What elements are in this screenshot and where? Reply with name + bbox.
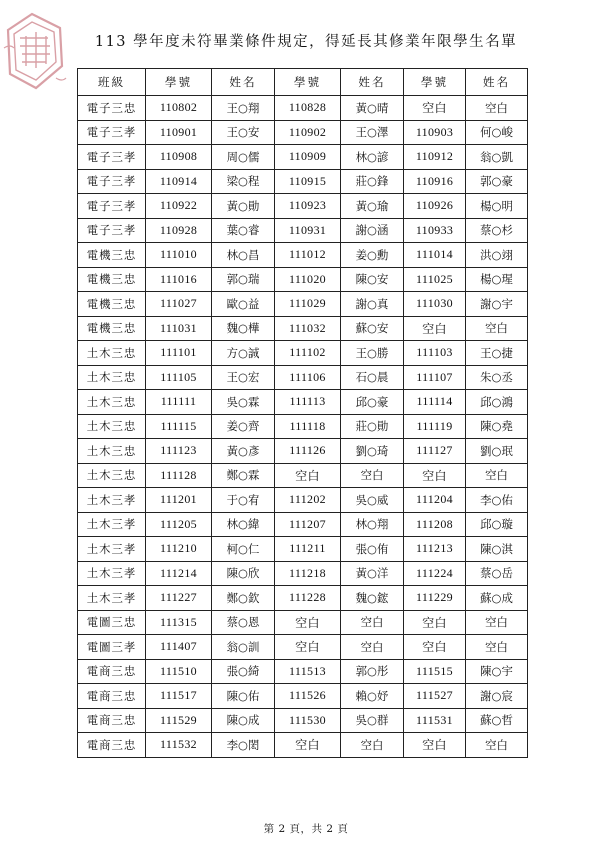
table-row	[78, 733, 528, 758]
class-cell: 土木三孝	[78, 537, 146, 562]
student-id-cell: 110908	[146, 145, 212, 170]
name-cell: 空白	[341, 610, 404, 635]
name-cell: 吳○群	[341, 708, 404, 733]
student-id-cell: 110914	[146, 169, 212, 194]
student-id-cell: 111127	[404, 439, 466, 464]
student-id-cell: 空白	[275, 463, 341, 488]
name-cell: 郭○彤	[341, 659, 404, 684]
name-cell: 謝○真	[341, 292, 404, 317]
student-id-cell: 111107	[404, 365, 466, 390]
name-cell: 陳○佑	[212, 684, 275, 709]
table-row	[78, 316, 528, 341]
student-id-cell: 110922	[146, 194, 212, 219]
table-row	[78, 635, 528, 660]
table-row	[78, 390, 528, 415]
student-id-cell: 111515	[404, 659, 466, 684]
student-id-cell: 111224	[404, 561, 466, 586]
header-student-id-3: 學號	[404, 69, 466, 96]
student-id-cell: 111407	[146, 635, 212, 660]
name-cell: 姜○勳	[341, 243, 404, 268]
class-cell: 電子三孝	[78, 145, 146, 170]
name-cell: 石○晨	[341, 365, 404, 390]
student-id-cell: 111113	[275, 390, 341, 415]
name-cell: 朱○丞	[466, 365, 528, 390]
name-cell: 蘇○成	[466, 586, 528, 611]
name-cell: 謝○宸	[466, 684, 528, 709]
table-row	[78, 659, 528, 684]
name-cell: 梁○程	[212, 169, 275, 194]
table-row	[78, 512, 528, 537]
student-id-cell: 111114	[404, 390, 466, 415]
name-cell: 賴○妤	[341, 684, 404, 709]
table-row	[78, 463, 528, 488]
name-cell: 王○安	[212, 120, 275, 145]
student-id-cell: 111014	[404, 243, 466, 268]
student-id-cell: 110916	[404, 169, 466, 194]
student-id-cell: 111118	[275, 414, 341, 439]
student-id-cell: 空白	[275, 733, 341, 758]
student-id-cell: 111207	[275, 512, 341, 537]
student-id-cell: 111027	[146, 292, 212, 317]
class-cell: 電子三忠	[78, 96, 146, 121]
name-cell: 陳○安	[341, 267, 404, 292]
class-cell: 電機三忠	[78, 316, 146, 341]
table-row	[78, 341, 528, 366]
student-id-cell: 110901	[146, 120, 212, 145]
name-cell: 洪○翊	[466, 243, 528, 268]
student-id-cell: 111201	[146, 488, 212, 513]
header-student-id-1: 學號	[146, 69, 212, 96]
student-id-cell: 111513	[275, 659, 341, 684]
name-cell: 黃○彥	[212, 439, 275, 464]
name-cell: 吳○威	[341, 488, 404, 513]
class-cell: 電圖三孝	[78, 635, 146, 660]
table-row	[78, 586, 528, 611]
name-cell: 于○宥	[212, 488, 275, 513]
student-id-cell: 111315	[146, 610, 212, 635]
student-id-cell: 111510	[146, 659, 212, 684]
name-cell: 空白	[341, 463, 404, 488]
student-id-cell: 111128	[146, 463, 212, 488]
student-id-cell: 111205	[146, 512, 212, 537]
student-id-cell: 111106	[275, 365, 341, 390]
name-cell: 張○侑	[341, 537, 404, 562]
class-cell: 電子三孝	[78, 120, 146, 145]
student-id-cell: 111115	[146, 414, 212, 439]
name-cell: 鄭○霖	[212, 463, 275, 488]
table-row	[78, 610, 528, 635]
name-cell: 黃○晴	[341, 96, 404, 121]
name-cell: 蘇○哲	[466, 708, 528, 733]
student-id-cell: 111126	[275, 439, 341, 464]
table-row	[78, 120, 528, 145]
table-row	[78, 194, 528, 219]
student-id-cell: 111025	[404, 267, 466, 292]
student-id-cell: 111102	[275, 341, 341, 366]
name-cell: 歐○益	[212, 292, 275, 317]
table-row	[78, 145, 528, 170]
student-id-cell: 空白	[404, 463, 466, 488]
class-cell: 土木三忠	[78, 365, 146, 390]
name-cell: 空白	[466, 733, 528, 758]
name-cell: 郭○瑞	[212, 267, 275, 292]
name-cell: 黃○洋	[341, 561, 404, 586]
document-title: 113 學年度未符畢業條件規定，得延長其修業年限學生名單	[94, 34, 518, 50]
student-id-cell: 空白	[404, 733, 466, 758]
name-cell: 林○昌	[212, 243, 275, 268]
student-id-cell: 空白	[404, 635, 466, 660]
class-cell: 電商三忠	[78, 733, 146, 758]
student-id-cell: 111030	[404, 292, 466, 317]
name-cell: 郭○豪	[466, 169, 528, 194]
name-cell: 張○綺	[212, 659, 275, 684]
student-id-cell: 111531	[404, 708, 466, 733]
name-cell: 姜○齊	[212, 414, 275, 439]
class-cell: 土木三孝	[78, 561, 146, 586]
official-seal-stamp	[2, 8, 68, 94]
student-id-cell: 111208	[404, 512, 466, 537]
student-id-cell: 111530	[275, 708, 341, 733]
name-cell: 王○勝	[341, 341, 404, 366]
name-cell: 劉○琦	[341, 439, 404, 464]
name-cell: 吳○霖	[212, 390, 275, 415]
student-id-cell: 110802	[146, 96, 212, 121]
student-id-cell: 111032	[275, 316, 341, 341]
name-cell: 謝○宇	[466, 292, 528, 317]
table-row	[78, 218, 528, 243]
table-row	[78, 267, 528, 292]
student-id-cell: 111227	[146, 586, 212, 611]
student-id-cell: 111517	[146, 684, 212, 709]
name-cell: 黃○瑜	[341, 194, 404, 219]
name-cell: 林○諺	[341, 145, 404, 170]
header-name-1: 姓名	[212, 69, 275, 96]
header-student-id-2: 學號	[275, 69, 341, 96]
class-cell: 土木三忠	[78, 341, 146, 366]
student-id-cell: 110933	[404, 218, 466, 243]
student-id-cell: 111012	[275, 243, 341, 268]
name-cell: 蔡○杉	[466, 218, 528, 243]
name-cell: 蔡○恩	[212, 610, 275, 635]
student-id-cell: 110902	[275, 120, 341, 145]
name-cell: 空白	[341, 635, 404, 660]
name-cell: 何○峻	[466, 120, 528, 145]
student-id-cell: 111101	[146, 341, 212, 366]
student-id-cell: 111111	[146, 390, 212, 415]
student-id-cell: 111218	[275, 561, 341, 586]
student-id-cell: 111213	[404, 537, 466, 562]
student-id-cell: 111105	[146, 365, 212, 390]
name-cell: 蔡○岳	[466, 561, 528, 586]
table-row	[78, 537, 528, 562]
name-cell: 空白	[466, 463, 528, 488]
name-cell: 陳○宇	[466, 659, 528, 684]
name-cell: 王○捷	[466, 341, 528, 366]
name-cell: 謝○涵	[341, 218, 404, 243]
name-cell: 魏○鋐	[341, 586, 404, 611]
name-cell: 葉○睿	[212, 218, 275, 243]
student-id-cell: 111119	[404, 414, 466, 439]
name-cell: 周○儒	[212, 145, 275, 170]
class-cell: 電機三忠	[78, 267, 146, 292]
student-id-cell: 空白	[404, 316, 466, 341]
student-id-cell: 111527	[404, 684, 466, 709]
student-id-cell: 空白	[404, 96, 466, 121]
class-cell: 土木三孝	[78, 512, 146, 537]
class-cell: 土木三孝	[78, 488, 146, 513]
table-row	[78, 708, 528, 733]
table-row	[78, 488, 528, 513]
class-cell: 電子三孝	[78, 218, 146, 243]
class-cell: 電機三忠	[78, 243, 146, 268]
header-name-2: 姓名	[341, 69, 404, 96]
student-id-cell: 111529	[146, 708, 212, 733]
student-id-cell: 110923	[275, 194, 341, 219]
student-id-cell: 111526	[275, 684, 341, 709]
student-id-cell: 110909	[275, 145, 341, 170]
name-cell: 陳○欣	[212, 561, 275, 586]
class-cell: 土木三忠	[78, 439, 146, 464]
student-id-cell: 111016	[146, 267, 212, 292]
student-id-cell: 111123	[146, 439, 212, 464]
class-cell: 土木三孝	[78, 586, 146, 611]
student-id-cell: 111204	[404, 488, 466, 513]
name-cell: 空白	[341, 733, 404, 758]
student-id-cell: 111202	[275, 488, 341, 513]
name-cell: 鄭○欽	[212, 586, 275, 611]
header-class: 班級	[78, 69, 146, 96]
student-id-cell: 110912	[404, 145, 466, 170]
student-id-cell: 111029	[275, 292, 341, 317]
student-id-cell: 111031	[146, 316, 212, 341]
name-cell: 王○翔	[212, 96, 275, 121]
student-id-cell: 空白	[275, 610, 341, 635]
name-cell: 邱○鴻	[466, 390, 528, 415]
table-row	[78, 439, 528, 464]
table-row	[78, 365, 528, 390]
name-cell: 王○澤	[341, 120, 404, 145]
student-id-cell: 111210	[146, 537, 212, 562]
student-id-cell: 110931	[275, 218, 341, 243]
name-cell: 楊○瑆	[466, 267, 528, 292]
student-id-cell: 111229	[404, 586, 466, 611]
table-row	[78, 414, 528, 439]
student-id-cell: 111532	[146, 733, 212, 758]
class-cell: 土木三忠	[78, 414, 146, 439]
name-cell: 空白	[466, 96, 528, 121]
name-cell: 邱○豪	[341, 390, 404, 415]
name-cell: 陳○淇	[466, 537, 528, 562]
table-row	[78, 169, 528, 194]
table-row	[78, 96, 528, 121]
name-cell: 翁○訓	[212, 635, 275, 660]
name-cell: 黃○勛	[212, 194, 275, 219]
name-cell: 莊○勛	[341, 414, 404, 439]
name-cell: 方○誠	[212, 341, 275, 366]
class-cell: 電商三忠	[78, 659, 146, 684]
table-row	[78, 684, 528, 709]
name-cell: 陳○堯	[466, 414, 528, 439]
class-cell: 電商三忠	[78, 708, 146, 733]
student-id-cell: 111010	[146, 243, 212, 268]
student-roster-table	[77, 68, 528, 758]
page-number: 第 2 頁，共 2 頁	[263, 823, 349, 835]
name-cell: 柯○仁	[212, 537, 275, 562]
name-cell: 空白	[466, 610, 528, 635]
class-cell: 電機三忠	[78, 292, 146, 317]
name-cell: 李○佑	[466, 488, 528, 513]
name-cell: 邱○璇	[466, 512, 528, 537]
name-cell: 魏○樺	[212, 316, 275, 341]
class-cell: 電商三忠	[78, 684, 146, 709]
class-cell: 電圖三忠	[78, 610, 146, 635]
header-name-3: 姓名	[466, 69, 528, 96]
class-cell: 電子三孝	[78, 194, 146, 219]
student-id-cell: 空白	[404, 610, 466, 635]
name-cell: 林○翔	[341, 512, 404, 537]
name-cell: 空白	[466, 316, 528, 341]
student-id-cell: 空白	[275, 635, 341, 660]
student-id-cell: 110926	[404, 194, 466, 219]
class-cell: 土木三忠	[78, 463, 146, 488]
student-id-cell: 111211	[275, 537, 341, 562]
student-id-cell: 111103	[404, 341, 466, 366]
name-cell: 王○宏	[212, 365, 275, 390]
student-id-cell: 111228	[275, 586, 341, 611]
name-cell: 陳○成	[212, 708, 275, 733]
class-cell: 土木三忠	[78, 390, 146, 415]
name-cell: 莊○鋒	[341, 169, 404, 194]
student-id-cell: 111020	[275, 267, 341, 292]
table-row	[78, 292, 528, 317]
name-cell: 李○閎	[212, 733, 275, 758]
name-cell: 劉○珉	[466, 439, 528, 464]
name-cell: 翁○凱	[466, 145, 528, 170]
class-cell: 電子三孝	[78, 169, 146, 194]
student-id-cell: 110903	[404, 120, 466, 145]
table-row	[78, 561, 528, 586]
name-cell: 蘇○安	[341, 316, 404, 341]
name-cell: 楊○明	[466, 194, 528, 219]
name-cell: 空白	[466, 635, 528, 660]
name-cell: 林○緯	[212, 512, 275, 537]
table-header-row	[78, 69, 528, 96]
student-id-cell: 110928	[146, 218, 212, 243]
student-id-cell: 111214	[146, 561, 212, 586]
student-id-cell: 110828	[275, 96, 341, 121]
table-row	[78, 243, 528, 268]
student-id-cell: 110915	[275, 169, 341, 194]
